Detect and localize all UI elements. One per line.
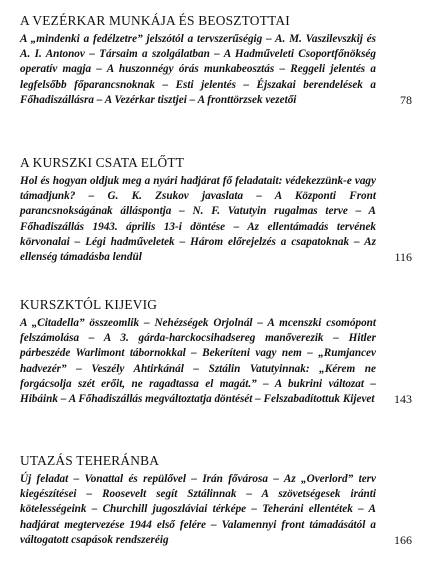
chapter-page-number: 166 bbox=[394, 532, 412, 547]
chapter-description-text: A „mindenki a fedélzetre” jelszótól a tervszerűségig – A. M. Vaszilevszkij és A. I. Antonov – Társaim a szolgálatban – A Hadműveleti Csoportfőnökség operatív magja – A huszonnégy órás munkabeosztás – Reggeli jelentés a legfelsőbb főparancsnoknak – Esti jelentés – Éjszakai berendelések a Főhadiszállásra – A Vezérkar tisztjei – A fronttörzsek vezetői bbox=[20, 33, 376, 106]
chapter-title: KURSZKTÓL KIJEVIG bbox=[20, 297, 158, 312]
chapter-description-text: Új feladat – Vonattal és repülővel – Irán fővárosa – Az „Overlord” terv kiegészítései – Roosevelt segít Sztálinnak – A szövetségesek iránti kötelességeink – Churchill jugoszláviai térképe – Teheráni ellentétek – A hadjárat megtervezése 1944 első felére – Valamennyi front támadásától a váltogatott csapások rendszeréig bbox=[20, 473, 376, 546]
toc-entry bbox=[20, 297, 412, 407]
chapter-page-number: 116 bbox=[394, 250, 412, 265]
chapter-description bbox=[20, 472, 412, 548]
toc-entry bbox=[20, 453, 412, 548]
toc-entry bbox=[20, 155, 412, 265]
chapter-description bbox=[20, 316, 412, 407]
chapter-description bbox=[20, 32, 412, 108]
chapter-description bbox=[20, 174, 412, 265]
chapter-title: UTAZÁS TEHERÁNBA bbox=[20, 453, 160, 468]
chapter-page-number: 143 bbox=[394, 392, 412, 407]
chapter-title: A KURSZKI CSATA ELŐTT bbox=[20, 155, 185, 170]
chapter-title: A VEZÉRKAR MUNKÁJA ÉS BEOSZTOTTAI bbox=[20, 13, 290, 28]
chapter-description-text: Hol és hogyan oldjuk meg a nyári hadjárat fő feladatait: védekezzünk-e vagy támadjunk? – G. K. Zsukov javaslata – A Központi Front parancsnokságának álláspontja – N. F. Vatutyin rugalmas terve – A Főhadiszállás 1943. április 13-i döntése – Az ellentámadás tervének körvonalai – Légi hadműveletek – Három előrejelzés a csapatoknak – Az ellenség támadásba lendül bbox=[20, 175, 376, 264]
chapter-page-number: 78 bbox=[400, 92, 412, 107]
chapter-description-text: A „Citadella” összeomlik – Nehézségek Orjolnál – A mcenszki csomópont felszámolása – A 3. gárda-harckocsihadsereg manőverezik – Hitler párbeszéde Warlimont tábornokkal – Bekeríteni vagy nem – „Rumjancev hadvezér” – Veszély Ahtirkánál – Sztálin Vatutyinnak: „Kérem ne forgácsolja szét erőit, ne ragadtassa el magát.” – A bukrini változat – Hibáink – A Főhadiszállás megváltoztatja döntését – Felszabadítottuk Kijevet bbox=[20, 317, 376, 406]
toc-entry bbox=[20, 13, 412, 108]
